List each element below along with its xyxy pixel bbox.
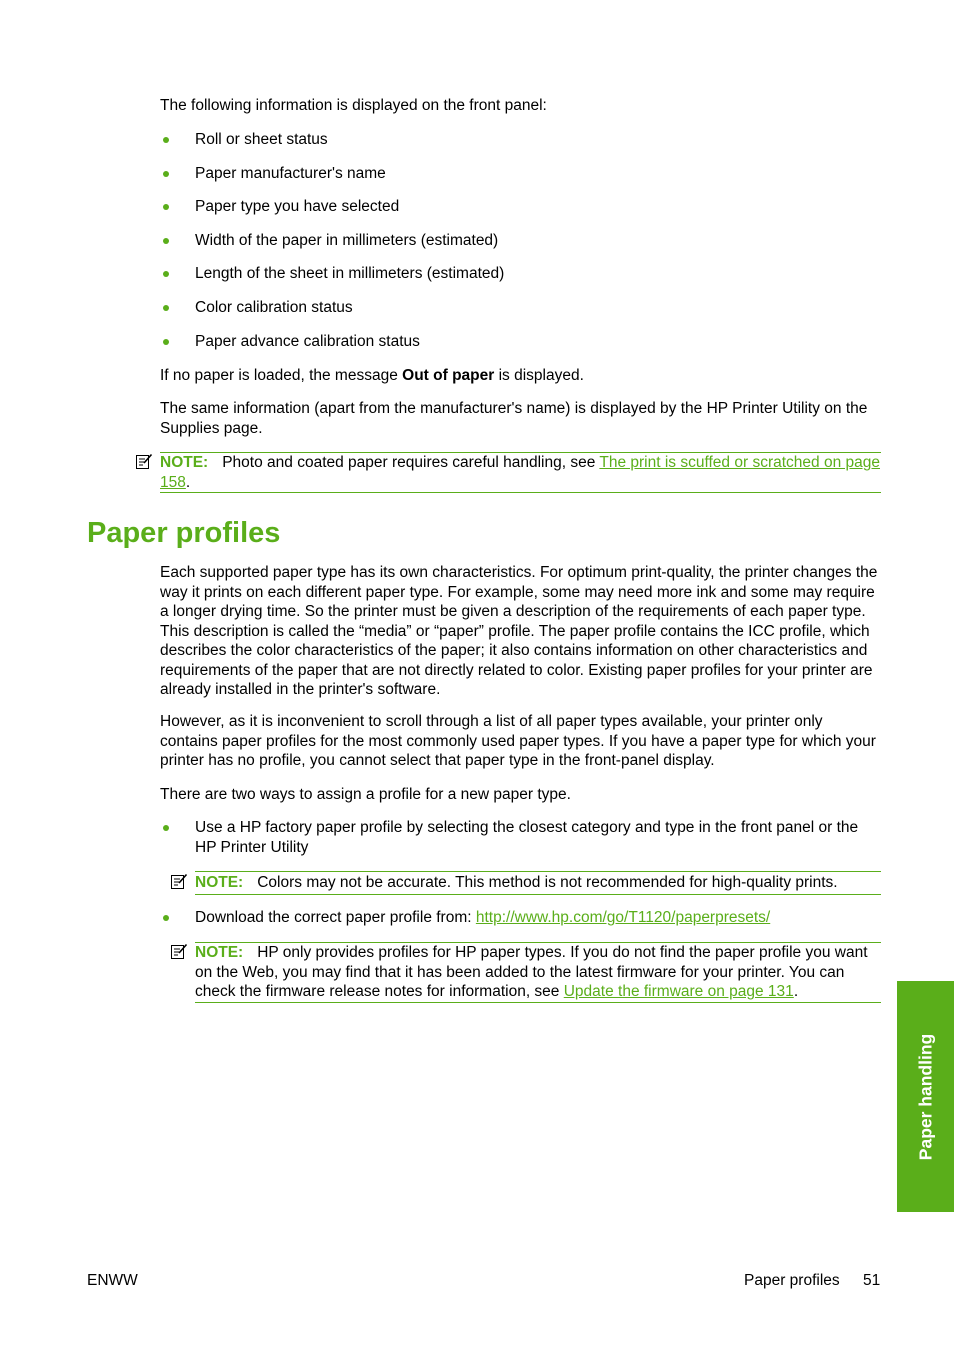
list-item-text: Paper manufacturer's name xyxy=(195,165,386,182)
section-title: Paper profiles xyxy=(87,517,281,549)
list-item-text: Roll or sheet status xyxy=(195,131,328,148)
note-box xyxy=(195,871,881,895)
same-info-text: The same information (apart from the manufacturer's name) is displayed by the HP Printer Utility on the Supplies page. xyxy=(160,400,868,437)
no-paper-before: If no paper is loaded, the message xyxy=(160,367,403,384)
update-firmware-link[interactable]: Update the firmware on page 131 xyxy=(563,983,794,1000)
profiles-paragraph: Each supported paper type has its own characteristics. For optimum print-quality, the printer changes the way it prints on each different paper type. For example, some may need more ink and some may require a longer drying time. So the printer must be given a description of the requirements of each paper type. This description is called the “media” or “paper” profile. The paper profile contains the ICC profile, which describes the color characteristics of the paper; it also contains information on other characteristics and requirements of the paper that are not directly related to color. Existing paper profiles for your printer are already installed in the printer's software. xyxy=(160,564,878,698)
bullet-dot-icon xyxy=(163,825,169,831)
bullet-dot-icon xyxy=(163,271,169,277)
side-tab-label: Paper handling xyxy=(915,1033,935,1160)
intro-text: The following information is displayed on the front panel: xyxy=(160,97,547,114)
page-number: 51 xyxy=(863,1272,881,1289)
list-item-text: Paper advance calibration status xyxy=(195,333,420,350)
note-text: Photo and coated paper requires careful handling, see xyxy=(222,454,600,471)
no-paper-message: Out of paper xyxy=(402,367,495,384)
note-pencil-icon xyxy=(135,453,153,471)
paperpresets-link[interactable]: http://www.hp.com/go/T1120/paperpresets/ xyxy=(475,909,771,926)
no-paper-after: is displayed. xyxy=(494,367,584,384)
bullet-dot-icon xyxy=(163,204,169,210)
bullet-dot-icon xyxy=(163,238,169,244)
note-text: HP only provides profiles for HP paper types. If you do not find the paper profile you want on the Web, you may find that it has been added to the latest firmware for your printer. You can check the firmware release notes for information, see xyxy=(195,944,868,1000)
profiles-paragraph: However, as it is inconvenient to scroll through a list of all paper types available, your printer only contains paper profiles for the most commonly used paper types. If you have a paper type for which your printer has no profile, you cannot select that paper type in the front-panel display. xyxy=(160,713,876,769)
side-chapter-tab xyxy=(897,981,954,1212)
footer-left: ENWW xyxy=(87,1272,138,1289)
list-item-text: Color calibration status xyxy=(195,299,353,316)
note-pencil-icon xyxy=(170,943,188,961)
bullet-dot-icon xyxy=(163,915,169,921)
note-after: . xyxy=(793,983,799,1000)
bullet-dot-icon xyxy=(163,171,169,177)
list-item-text: Paper type you have selected xyxy=(195,198,400,215)
bullet-dot-icon xyxy=(163,339,169,345)
no-paper-text xyxy=(160,366,882,386)
note-label: NOTE: xyxy=(160,454,209,471)
footer-section: Paper profiles xyxy=(744,1272,840,1289)
list-item-text: Use a HP factory paper profile by selecting the closest category and type in the front panel or the HP Printer Utility xyxy=(195,819,859,856)
profiles-paragraph: There are two ways to assign a profile for a new paper type. xyxy=(160,786,571,803)
scuffed-print-link[interactable]: The print is scuffed or scratched on page 158 xyxy=(160,454,880,491)
note-text: Colors may not be accurate. This method is not recommended for high-quality prints. xyxy=(257,874,838,891)
note-label: NOTE: xyxy=(195,874,244,891)
note-after: . xyxy=(185,473,191,491)
list-item-text: Length of the sheet in millimeters (estimated) xyxy=(195,265,505,282)
list-item xyxy=(160,908,882,928)
note-box xyxy=(195,942,881,1003)
list-item-text: Download the correct paper profile from: xyxy=(195,909,476,926)
note-label: NOTE: xyxy=(195,944,244,961)
note-box xyxy=(160,452,881,493)
bullet-dot-icon xyxy=(163,137,169,143)
list-item xyxy=(160,818,882,857)
note-pencil-icon xyxy=(170,873,188,891)
list-item-text: Width of the paper in millimeters (estimated) xyxy=(195,232,499,249)
bullet-dot-icon xyxy=(163,305,169,311)
